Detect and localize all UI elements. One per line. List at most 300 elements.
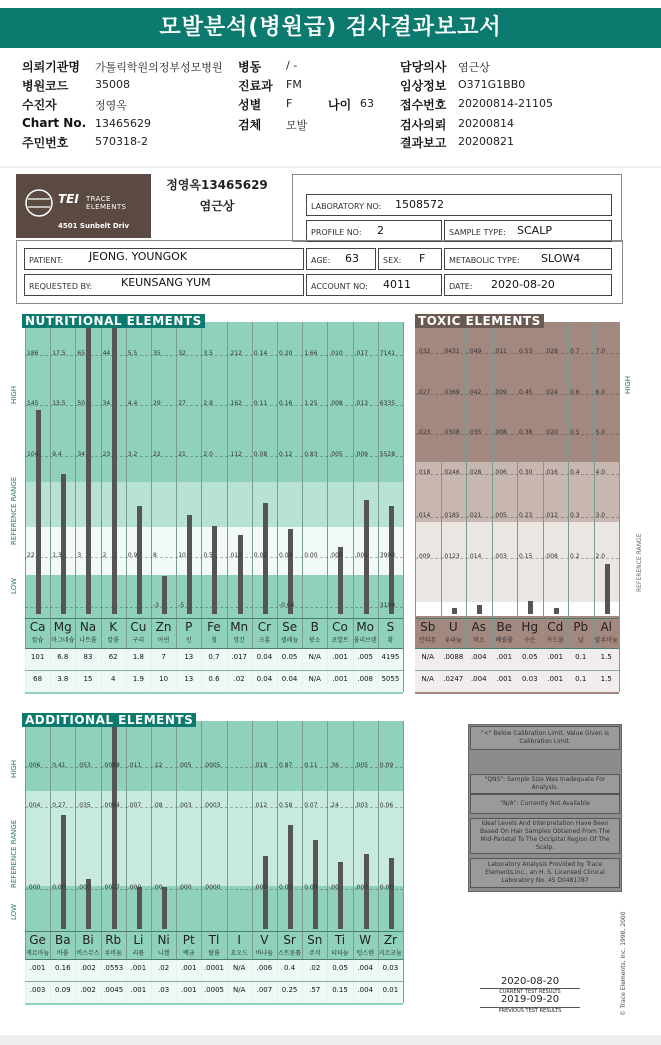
nutritional-tick-label: 2.8 (203, 400, 213, 407)
toxic-tick-label: .020 (544, 429, 558, 436)
toxic-tick-label: 0.3 (570, 512, 580, 519)
info-value: 35008 (95, 78, 130, 91)
toxic-previous-value: .001 (547, 675, 564, 683)
additional-band (25, 721, 403, 791)
toxic-tick-label: .023 (417, 429, 431, 436)
nutritional-current-value: 0.04 (256, 653, 273, 661)
toxic-current-value: .001 (496, 653, 513, 661)
nutritional-tick-label: .017 (354, 350, 368, 357)
nutritional-tick-label: 3.5 (203, 350, 213, 357)
additional-current-value: .006 (256, 964, 273, 972)
info-extra-label: 진료과 (238, 79, 273, 93)
nutritional-tick-label: 17.5 (52, 350, 66, 357)
toxic-previous-value: .0247 (443, 675, 464, 683)
toxic-sym-line (415, 618, 619, 619)
nutri-high-label: HIGH (10, 385, 18, 404)
additional-previous-value: N/A (232, 986, 246, 994)
nutritional-bar (61, 474, 66, 614)
additional-symbol: I (237, 933, 241, 947)
info-label: Chart No. (22, 116, 87, 130)
current-date: 2020-08-20 (500, 976, 560, 987)
sample-type-field: SAMPLE TYPE: SCALP (444, 220, 612, 242)
additional-previous-value: 0.25 (281, 986, 298, 994)
info-extra-value: F (286, 97, 293, 110)
nutritional-previous-value: 0.6 (208, 675, 220, 683)
additional-tick-label: 0.41 (52, 762, 66, 769)
toxic-tick-label: .003 (493, 553, 507, 560)
test-results-legend (470, 970, 620, 1018)
nutritional-symbol: S (386, 620, 395, 634)
nutritional-symbol: Cr (257, 620, 272, 634)
toxic-kr-name: 우라늄 (444, 637, 462, 644)
legend-note: "QNS": Sample Size Was Inadequate For Analysis. (470, 774, 620, 794)
lab-no-field: LABORATORY NO: 1508572 (306, 194, 612, 216)
nutritional-bar (212, 526, 217, 614)
additional-tick-label: 0.09 (379, 762, 394, 769)
additional-previous-value: .004 (357, 986, 373, 994)
nutritional-kr-name: 코발트 (331, 637, 349, 644)
additional-current-value: .001 (29, 964, 46, 972)
toxic-bar (477, 605, 482, 614)
nutritional-tick-label: 22 (27, 552, 35, 559)
toxic-kr-name: 알루미늄 (594, 637, 618, 644)
toxic-previous-value: 0.03 (521, 675, 538, 683)
toxic-tick-label: .009 (417, 553, 431, 560)
nutritional-kr-name: 나트륨 (79, 637, 97, 644)
info-label: 결과보고 (400, 136, 447, 150)
patient-stamp (152, 168, 292, 238)
nutritional-tick-label: 7141 (379, 350, 396, 357)
nutritional-tick-label: 0.16 (279, 400, 293, 407)
nutritional-tick-label: 32 (178, 350, 186, 357)
info-value: 570318-2 (95, 135, 148, 148)
toxic-tick-label: 0.7 (570, 348, 580, 355)
additional-tick-label: 0.87 (279, 762, 293, 769)
additional-kr-name: 주석 (308, 950, 321, 957)
additional-current-value: 0.4 (284, 964, 296, 972)
nutritional-previous-value: .008 (357, 675, 373, 683)
additional-current-value: .0553 (103, 964, 124, 972)
info-label: 수진자 (22, 98, 57, 112)
toxic-tick-label: .0246 (442, 469, 460, 476)
nutritional-symbol: Zn (155, 620, 172, 634)
additional-previous-value: .001 (180, 986, 197, 994)
additional-bar (288, 825, 293, 929)
additional-current-value: 0.16 (54, 964, 71, 972)
additional-tick-label: .018 (253, 762, 268, 769)
toxic-tick-label: .027 (417, 389, 431, 396)
nutritional-tick-label: 9.4 (52, 451, 62, 458)
current-label: CURRENT TEST RESULTS (499, 989, 561, 995)
stamp-line2: 염근상 (199, 199, 235, 213)
toxic-tick-label: 0.30 (519, 469, 533, 476)
additional-current-value: 0.03 (382, 964, 399, 972)
additional-current-value: .002 (80, 964, 96, 972)
nutritional-tick-label: 0.08 (253, 451, 268, 458)
additional-tick-label: .000 (354, 884, 368, 891)
nutritional-current-value: N/A (308, 653, 321, 661)
toxic-symbol: Pb (573, 620, 589, 634)
metabolic-type-field: METABOLIC TYPE: SLOW4 (444, 248, 612, 270)
additional-bar (338, 862, 343, 929)
additional-table-line (25, 959, 403, 960)
info-extra-label: 검체 (238, 118, 262, 132)
profile-field: PROFILE NO: 2 (306, 220, 442, 242)
info-value: 20200814 (458, 117, 514, 130)
info-extra-value: / - (286, 59, 298, 72)
additional-band (25, 886, 403, 930)
additional-tick-label: .003 (178, 802, 192, 809)
toxic-kr-name: 카드뮴 (546, 637, 564, 644)
additional-tick-label: .0003 (203, 802, 221, 809)
toxic-current-value: 0.05 (521, 653, 538, 661)
nutritional-tick-label: 0.14 (253, 350, 268, 357)
info-extra-value: 모발 (286, 119, 308, 132)
toxic-tick-label: .018 (417, 469, 431, 476)
nutritional-previous-value: 10 (159, 675, 169, 683)
toxic-tick-label: 0.53 (519, 348, 533, 355)
additional-kr-name: 게르마늄 (26, 950, 50, 957)
additional-current-value: .02 (309, 964, 321, 972)
nutritional-tick-label: -3 (153, 602, 159, 609)
nutritional-current-value: 101 (30, 653, 45, 661)
nutritional-tick-label: 104 (27, 451, 39, 458)
info-label: 의뢰기관명 (22, 60, 80, 74)
nutritional-current-value: 0.05 (281, 653, 298, 661)
additional-tick-label: .000 (27, 884, 41, 891)
nutritional-panel (25, 322, 403, 694)
toxic-tick-label: .014 (417, 512, 431, 519)
toxic-tick-label: 0.38 (519, 429, 533, 436)
nutritional-kr-name: 몰리브덴 (353, 637, 377, 644)
additional-current-value: .0001 (203, 964, 224, 972)
toxic-tick-label: .005 (493, 512, 507, 519)
additional-table-line (25, 981, 403, 982)
toxic-symbol: Be (496, 620, 513, 634)
nutritional-previous-value: 0.04 (256, 675, 273, 683)
nutritional-current-value: 6.8 (57, 653, 69, 661)
info-value: 20200814-21105 (458, 97, 553, 110)
nutritional-symbol: B (310, 620, 319, 634)
previous-label: PREVIOUS TEST RESULTS (498, 1008, 562, 1014)
additional-tick-label: .36 (329, 762, 339, 769)
toxic-tick-label: .042 (468, 389, 482, 396)
info-label: 병원코드 (22, 79, 69, 93)
nutritional-kr-name: 칼슘 (31, 637, 44, 644)
toxic-symbol: Hg (521, 620, 539, 634)
info-label: 검사의뢰 (400, 118, 447, 132)
nutritional-previous-value: .02 (233, 675, 245, 683)
additional-previous-value: .001 (130, 986, 147, 994)
nutritional-tick-label: .009 (354, 451, 368, 458)
additional-tick-label: .0017 (102, 884, 120, 891)
additional-sym-line (25, 931, 403, 932)
additional-tick-label: .007 (127, 802, 142, 809)
nutritional-tick-label: .013 (228, 552, 242, 559)
additional-kr-name: 루비듐 (104, 950, 122, 957)
nutritional-tick-label: 0.20 (279, 350, 293, 357)
toxic-tick-label: .0369 (442, 389, 460, 396)
additional-current-value: .004 (357, 964, 373, 972)
info-value: O371G1BB0 (458, 78, 526, 91)
toxic-current-value: 1.5 (600, 653, 612, 661)
additional-symbol: Sn (307, 933, 323, 947)
additional-tick-label: .12 (153, 762, 163, 769)
toxic-tick-label: .006 (493, 469, 507, 476)
additional-bar (137, 887, 142, 929)
toxic-tick-label: .0123 (442, 553, 460, 560)
toxic-tick-label: .012 (544, 512, 558, 519)
toxic-tick-label: .028 (468, 469, 482, 476)
info-age-value: 63 (360, 97, 374, 110)
nutritional-tick-label: 13.5 (52, 400, 66, 407)
nutritional-tick-label: 1.3 (52, 552, 62, 559)
additional-tick-label: 0.06 (379, 802, 394, 809)
additional-kr-name: 바륨 (56, 950, 69, 957)
age-field: AGE: 63 (306, 248, 376, 270)
toxic-tick-label: 0.5 (570, 429, 580, 436)
additional-current-value: 0.05 (332, 964, 348, 972)
nutritional-tick-label: 3108 (379, 602, 396, 609)
nutritional-current-value: .005 (357, 653, 373, 661)
additional-tick-label: 0.11 (304, 762, 318, 769)
toxic-tick-label: .024 (544, 389, 558, 396)
toxic-panel (415, 322, 619, 694)
nutritional-tick-label: -0.06 (279, 602, 295, 609)
additional-symbol: Tl (208, 933, 220, 947)
toxic-tick-label: 6.0 (595, 389, 606, 396)
toxic-kr-name: 베릴륨 (495, 637, 513, 644)
legend-note: Ideal Levels And Interpretation Have Been Based On Hair Samples Obtained From The Mid-Parietal To The Occipital Region Of The Scalp. (470, 818, 620, 854)
nutritional-kr-name: 구리 (132, 637, 145, 644)
nutritional-title: NUTRITIONAL ELEMENTS (22, 314, 205, 328)
additional-tick-label: 0.58 (279, 802, 293, 809)
nutritional-symbol: Se (282, 620, 298, 634)
nutritional-current-value: 83 (83, 653, 93, 661)
nutritional-previous-value: 13 (184, 675, 194, 683)
info-value: 13465629 (95, 117, 151, 130)
nutritional-tick-label: .001 (354, 552, 368, 559)
toxic-tick-label: 0.4 (570, 469, 580, 476)
nutritional-kr-name: 크롬 (258, 637, 271, 644)
additional-tick-label: .005 (178, 762, 192, 769)
additional-tick-label: .0064 (102, 802, 120, 809)
nutritional-tick-label: 10 (178, 552, 186, 559)
additional-symbol: Bi (82, 933, 94, 947)
toxic-tick-label: .008 (493, 429, 507, 436)
nutritional-tick-label: 34 (102, 400, 111, 407)
additional-tick-label: .0088 (102, 762, 120, 769)
nutritional-tick-label: .010 (329, 350, 343, 357)
toxic-tick-label: 4.0 (595, 469, 606, 476)
toxic-tick-label: 0.2 (570, 553, 580, 560)
toxic-previous-value: N/A (421, 675, 434, 683)
nutritional-bar (112, 322, 117, 614)
toxic-tick-label: 0.23 (519, 512, 533, 519)
nutritional-symbol: Mo (356, 620, 375, 634)
additional-tick-label: .053 (77, 762, 91, 769)
toxic-tick-label: .021 (468, 512, 482, 519)
toxic-current-value: .004 (470, 653, 487, 661)
nutritional-kr-name: 칼륨 (107, 637, 119, 644)
nutritional-tick-label: 29 (153, 400, 161, 407)
toxic-table-line (415, 670, 619, 671)
toxic-bar (452, 608, 457, 614)
additional-bar (162, 887, 167, 929)
additional-tick-label: .00 (153, 884, 163, 891)
additional-tick-label: 0.27 (52, 802, 66, 809)
nutritional-sym-line (25, 618, 403, 619)
nutritional-tick-label: 8 (153, 552, 157, 559)
additional-panel (25, 721, 403, 1005)
toxic-bar (554, 608, 559, 614)
additional-kr-name: 바나듐 (255, 950, 274, 957)
nutritional-tick-label: 1.66 (304, 350, 318, 357)
info-value: 20200821 (458, 135, 514, 148)
additional-symbol: Ti (334, 933, 346, 947)
toxic-tick-label: .014 (468, 553, 482, 560)
nutritional-tick-label: 5528 (379, 451, 396, 458)
nutritional-symbol: Co (332, 620, 348, 634)
toxic-title: TOXIC ELEMENTS (415, 314, 544, 328)
toxic-current-value: .001 (547, 653, 564, 661)
info-extra-label: 성별 (238, 98, 262, 112)
nutritional-current-value: 13 (184, 653, 194, 661)
toxic-previous-value: .004 (470, 675, 487, 683)
additional-previous-value: 0.15 (332, 986, 348, 994)
tei-logo-icon (24, 188, 54, 218)
nutritional-tick-label: 3 (77, 552, 82, 559)
legend-note: Laboratory Analysis Provided by Trace Elements,Inc., an H. S. Licensed Clinical Laboratory No. 45 D0481787 (470, 858, 620, 888)
nutritional-tick-label: 6335 (379, 400, 396, 407)
nutritional-kr-name: 아연 (157, 637, 170, 644)
toxic-symbol: Al (600, 620, 613, 634)
nutritional-tick-label: 3.2 (127, 451, 138, 458)
nutritional-bar (162, 576, 167, 614)
nutri-low-label: LOW (10, 577, 18, 594)
nutritional-table-line (25, 648, 403, 649)
additional-grid-v (403, 721, 404, 1003)
additional-previous-value: .03 (158, 986, 170, 994)
additional-tick-label: .000 (253, 884, 268, 891)
toxic-symbol: As (471, 620, 486, 634)
toxic-kr-name: 수은 (523, 637, 536, 644)
toxic-kr-name: 비소 (472, 637, 485, 644)
toxic-previous-value: 1.5 (600, 675, 612, 683)
additional-previous-value: 0.01 (382, 986, 399, 994)
additional-previous-value: .002 (80, 986, 96, 994)
nutritional-tick-label: 27 (178, 400, 186, 407)
nutri-ref-label: REFERENCE RANGE (10, 476, 18, 545)
nutritional-symbol: Mn (230, 620, 249, 634)
additional-bar (263, 856, 268, 929)
additional-tick-label: .08 (153, 802, 163, 809)
nutritional-kr-name: 인 (185, 637, 192, 644)
nutritional-current-value: 0.7 (208, 653, 220, 661)
additional-bar (364, 854, 369, 929)
additional-symbol: Pt (182, 933, 195, 947)
additional-previous-value: .003 (29, 986, 46, 994)
info-extra-value: FM (286, 78, 302, 91)
lab-logo (16, 174, 151, 238)
nutritional-symbol: Fe (207, 620, 221, 634)
additional-symbol: Li (133, 933, 144, 947)
additional-tick-label: .00 (329, 884, 339, 891)
info-extra-label: 병동 (238, 60, 262, 74)
previous-date: 2019-09-20 (500, 994, 560, 1005)
toxic-tick-label: .009 (493, 389, 507, 396)
nutritional-tick-label: 145 (27, 400, 39, 407)
toxic-kr-name: 안티몬 (419, 637, 437, 644)
nutritional-kr-name: 황 (387, 637, 394, 644)
additional-tick-label: 0.00 (379, 884, 394, 891)
nutritional-current-value: .001 (332, 653, 348, 661)
nutritional-tick-label: 44 (102, 350, 111, 357)
nutritional-tick-label: 2.0 (203, 451, 213, 458)
additional-bar (389, 858, 394, 929)
add-low-label: LOW (10, 903, 18, 920)
additional-tick-label: .006 (27, 762, 41, 769)
nutritional-previous-value: 5055 (381, 675, 400, 683)
nutritional-table-line (25, 670, 403, 671)
info-value: 가톨릭학원의정부성모병원 (95, 61, 223, 74)
additional-kr-name: 비스무스 (76, 950, 100, 957)
info-label: 담당의사 (400, 60, 447, 74)
toxic-grid-v (619, 322, 620, 692)
additional-bar (112, 721, 117, 929)
additional-kr-name: 지르코늄 (378, 950, 402, 957)
info-label: 주민번호 (22, 136, 69, 150)
additional-kr-name: 리튬 (132, 950, 145, 957)
additional-tick-label: .000 (127, 884, 142, 891)
toxic-current-value: 0.1 (575, 653, 587, 661)
legend-note: "N/A": Currently Not Available (470, 794, 620, 814)
info-age-label: 나이 (328, 98, 352, 112)
nutritional-bar (36, 410, 41, 614)
nutritional-tick-label: 65 (77, 350, 86, 357)
additional-previous-value: .0045 (103, 986, 124, 994)
additional-previous-value: .0005 (203, 986, 224, 994)
additional-kr-name: 요오드 (230, 950, 248, 957)
additional-previous-value: 0.09 (54, 986, 71, 994)
toxic-tick-label: 0.45 (519, 389, 533, 396)
nutritional-tick-label: 3903 (379, 552, 396, 559)
nutritional-grid-v (403, 322, 404, 692)
toxic-previous-value: .001 (496, 675, 513, 683)
nutritional-tick-label: 1.25 (304, 400, 318, 407)
toxic-current-value: N/A (421, 653, 434, 661)
lab-report (0, 168, 661, 1035)
nutritional-tick-label: 2 (102, 552, 107, 559)
info-value: 염근상 (458, 61, 490, 74)
nutritional-current-value: 4195 (381, 653, 400, 661)
sex-field: SEX: F (378, 248, 442, 270)
info-label: 임상정보 (400, 79, 447, 93)
additional-tick-label: .000 (77, 884, 91, 891)
nutritional-symbol: Mg (53, 620, 72, 634)
additional-tick-label: 0.07 (304, 802, 318, 809)
nutritional-bar (137, 506, 142, 614)
additional-tick-label: .005 (354, 762, 368, 769)
toxic-tick-label: .0431 (442, 348, 460, 355)
toxic-tick-label: 0.6 (570, 389, 580, 396)
nutritional-symbol: P (185, 620, 193, 634)
add-ref-label: REFERENCE RANGE (10, 819, 18, 888)
nutritional-previous-value: 1.9 (132, 675, 144, 683)
additional-symbol: Ba (54, 933, 71, 947)
nutritional-tick-label: 23 (102, 451, 111, 458)
toxic-tick-label: 2.0 (595, 553, 606, 560)
